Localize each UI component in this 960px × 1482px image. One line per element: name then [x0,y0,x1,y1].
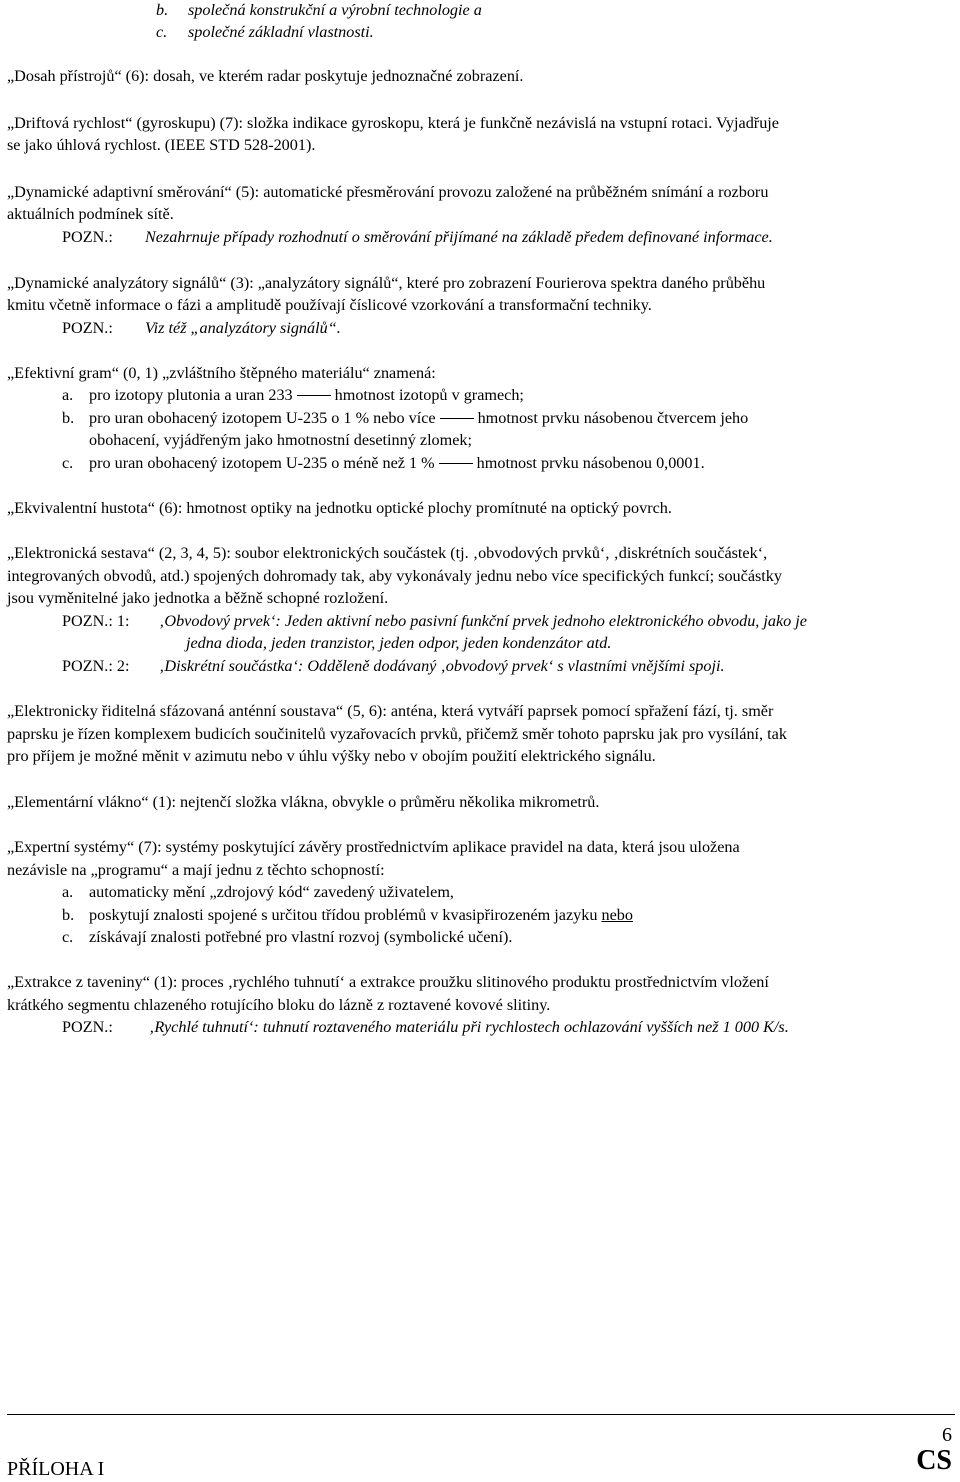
list-text: společné základní vlastnosti. [188,23,374,41]
nebo-link[interactable]: nebo [601,906,633,924]
note-text: Nezahrnuje případy rozhodnutí o směrování přijímané na základě předem definované informace. [145,228,773,246]
list-item [62,881,454,904]
definition-dosah: „Dosah přístrojů“ (6): dosah, ve kterém radar poskytuje jednoznačné zobrazení. [7,67,524,85]
definition-analyzatory-line: „Dynamické analyzátory signálů“ (3): „analyzátory signálů“, které pro zobrazení Fourierova spektra daného průběhu [7,274,766,292]
definition-smerovani-line: „Dynamické adaptivní směrování“ (5): automatické přesměrování provozu založené na průběžném snímání a rozboru [7,183,769,201]
list-marker: a. [62,386,74,404]
note-label: POZN.: 2: [62,657,130,675]
definition-sestava-line: jsou vyměnitelné jako jednotka a běžně schopné rozložení. [7,589,389,607]
list-marker: a. [62,883,74,901]
list-marker: c. [62,454,74,472]
note [62,317,341,340]
list-text: společná konstrukční a výrobní technologie a [188,1,482,19]
list-item [62,384,524,407]
note-label: POZN.: [62,1018,113,1036]
list-text: pro uran obohacený izotopem U-235 o méně než 1 % [89,454,435,472]
definition-antena-line: „Elektronicky řiditelná sfázovaná anténní soustava“ (5, 6): anténa, která vytváří paprsek pomocí spřažení fází, tj. směr [7,702,774,720]
definition-antena-line: pro příjem je možné měnit v azimutu nebo v úhlu výšky nebo v obojím použití elektrického signálu. [7,747,656,765]
list-item [62,407,748,430]
annex-label: PŘÍLOHA I [7,1458,105,1480]
em-dash [439,463,473,464]
page-number: 6 [942,1424,952,1446]
note-label: POZN.: 1: [62,612,130,630]
note [62,655,725,678]
definition-analyzatory-line: kmitu včetně informace o fázi a amplitudě používají číslicové vzorkování a transformační techniky. [7,296,652,314]
list-text: poskytují znalosti spojené s určitou třídou problémů v kvasipřirozeném jazyku [89,906,598,924]
definition-driftova-line: se jako úhlová rychlost. (IEEE STD 528-2001). [7,136,316,154]
list-text: hmotnost prvku násobenou čtvercem jeho [477,409,749,427]
note-continuation: jedna dioda, jeden tranzistor, jeden odpor, jeden kondenzátor atd. [186,634,612,652]
definition-sestava-line: „Elektronická sestava“ (2, 3, 4, 5): soubor elektronických součástek (tj. ‚obvodových prvků‘, ‚diskrétních součástek‘, [7,544,768,562]
list-item [62,452,705,475]
note [62,1016,789,1039]
list-marker: c. [62,928,74,946]
note-text: Viz též „analyzátory signálů“. [145,319,341,337]
list-item [62,904,633,927]
note-text: ‚Obvodový prvek‘: Jeden aktivní nebo pasivní funkční prvek jednoho elektronického obvodu, jako je [159,612,807,630]
list-marker: b. [62,906,75,924]
note-text: ‚Rychlé tuhnutí‘: tuhnutí roztaveného materiálu při rychlostech ochlazování vyšších než 1 000 K/s. [149,1018,789,1036]
definition-expertni-line: „Expertní systémy“ (7): systémy poskytující závěry prostřednictvím aplikace pravidel na data, která jsou uložena [7,838,740,856]
em-dash [440,418,474,419]
definition-smerovani-line: aktuálních podmínek sítě. [7,205,174,223]
list-item [156,0,482,22]
note [62,226,773,249]
definition-expertni-line: nezávisle na „programu“ a mají jednu z těchto schopností: [7,861,385,879]
list-text: hmotnost izotopů v gramech; [334,386,524,404]
definition-elementarni-vlakno: „Elementární vlákno“ (1): nejtenčí složka vlákna, obvykle o průměru několika mikrometrů. [7,793,600,811]
definition-efektivni-gram: „Efektivní gram“ (0, 1) „zvláštního štěpného materiálu“ znamená: [7,364,436,382]
list-text: pro uran obohacený izotopem U-235 o 1 % nebo více [89,409,436,427]
list-text: získávají znalosti potřebné pro vlastní rozvoj (symbolické učení). [89,928,513,946]
list-item [156,21,374,44]
note-label: POZN.: [62,319,113,337]
list-marker: b. [62,409,75,427]
definition-ekvivalentni-hustota: „Ekvivalentní hustota“ (6): hmotnost optiky na jednotku optické plochy promítnuté na optický povrch. [7,499,672,517]
definition-extrakce-line: krátkého segmentu chlazeného rotujícího bloku do lázně z roztavené kovové slitiny. [7,996,551,1014]
note-label: POZN.: [62,228,113,246]
list-text: hmotnost prvku násobenou 0,0001. [476,454,705,472]
definition-extrakce-line: „Extrakce z taveniny“ (1): proces ‚rychlého tuhnutí‘ a extrakce proužku slitinového produktu prostřednictvím vložení [7,973,769,991]
list-text: pro izotopy plutonia a uran 233 [89,386,293,404]
list-item [62,926,512,949]
note-text: ‚Diskrétní součástka‘: Odděleně dodávaný ‚obvodový prvek‘ s vlastními vnějšími spoji. [159,657,725,675]
list-text: automaticky mění „zdrojový kód“ zavedený uživatelem, [89,883,454,901]
definition-driftova-line: „Driftová rychlost“ (gyroskupu) (7): složka indikace gyroskopu, která je funkčně nezávislá na vstupní rotaci. Vyjadřuje [7,114,779,132]
list-item-continuation: obohacení, vyjádřeným jako hmotnostní desetinný zlomek; [89,431,473,449]
language-code: CS [916,1445,952,1476]
em-dash [297,395,331,396]
list-marker: c. [156,23,168,41]
list-marker: b. [156,1,169,19]
note [62,610,807,633]
footer-divider [7,1414,955,1415]
definition-antena-line: paprsku je řízen komplexem budicích součinitelů vyzařovacích prvků, přičemž směr tohoto paprsku jak pro vysílání, tak [7,725,787,743]
definition-sestava-line: integrovaných obvodů, atd.) spojených dohromady tak, aby vykonávaly jednu nebo více specifických funkcí; součástky [7,567,782,585]
